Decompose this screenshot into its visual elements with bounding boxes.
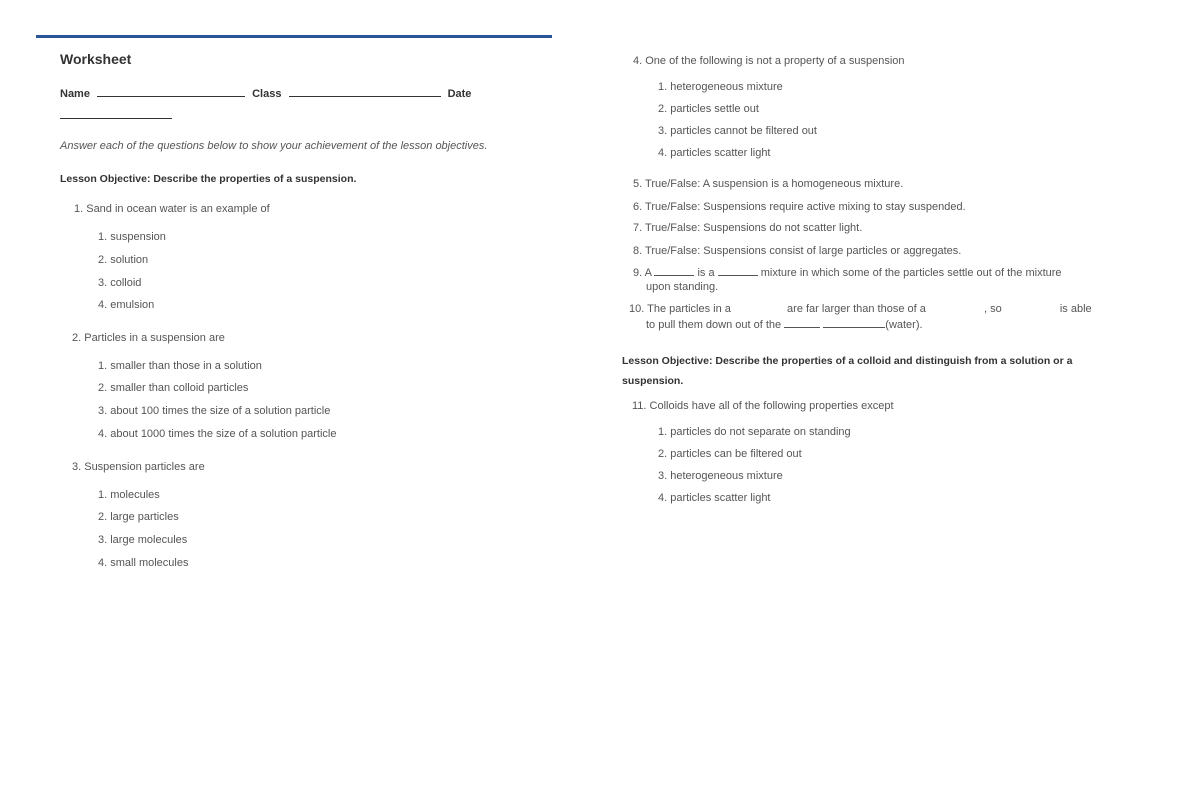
question-1: 1. Sand in ocean water is an example of [74,203,270,215]
question-3-option: 1. molecules [98,489,160,501]
instructions: Answer each of the questions below to show your achievement of the lesson objectives. [60,140,488,152]
question-3-option: 4. small molecules [98,557,189,569]
question-11: 11. Colloids have all of the following properties except [632,400,894,412]
lesson-objective-2: Lesson Objective: Describe the properties of a colloid and distinguish from a solution or a suspension. [622,355,1073,387]
question-10-text: are far larger than those of a [787,303,926,315]
question-4: 4. One of the following is not a property of a suspension [633,55,905,67]
question-10-text: to pull them down out of the [646,319,782,331]
question-10-text: , so [983,303,1002,315]
question-11-option: 4. particles scatter light [658,492,771,504]
question-9-continued: upon standing. [646,281,719,293]
question-10-text: is able [1059,303,1092,315]
answer-blank [823,318,885,328]
question-7: 7. True/False: Suspensions do not scatter light. [633,222,863,234]
question-1-option: 2. solution [98,254,149,266]
question-6: 6. True/False: Suspensions require active mixing to stay suspended. [633,201,966,213]
student-info-line [60,87,471,100]
question-3-option: 2. large particles [98,511,179,523]
question-11-option: 3. heterogeneous mixture [658,470,783,482]
question-1-option: 4. emulsion [98,299,155,311]
question-1-option: 1. suspension [98,231,166,243]
question-10 [629,303,1092,315]
question-9-text: mixture in which some of the particles settle out of the mixture [760,267,1062,279]
question-4-option: 1. heterogeneous mixture [658,81,783,93]
name-label: Name [60,88,90,100]
question-4-option: 2. particles settle out [658,103,759,115]
question-2: 2. Particles in a suspension are [72,332,225,344]
question-10-text: (water). [885,319,923,331]
question-9 [633,266,1062,279]
question-1-option: 3. colloid [98,277,142,289]
class-label: Class [252,88,282,100]
question-4-option: 3. particles cannot be filtered out [658,125,817,137]
question-2-option: 4. about 1000 times the size of a solution particle [98,428,337,440]
question-10-text: 10. The particles in a [629,303,731,315]
date-blank [60,109,172,119]
answer-blank [784,318,820,328]
header-rule [36,35,552,38]
question-4-option: 4. particles scatter light [658,147,771,159]
question-11-option: 1. particles do not separate on standing [658,426,851,438]
question-5: 5. True/False: A suspension is a homogeneous mixture. [633,178,904,190]
class-blank [289,87,441,97]
question-11-option: 2. particles can be filtered out [658,448,802,460]
question-2-option: 2. smaller than colloid particles [98,382,249,394]
answer-blank [654,266,694,276]
question-9-text: is a [697,267,715,279]
worksheet-title: Worksheet [60,51,132,67]
question-3: 3. Suspension particles are [72,461,205,473]
question-2-option: 3. about 100 times the size of a solution particle [98,405,331,417]
question-9-text: 9. A [633,267,652,279]
question-3-option: 3. large molecules [98,534,188,546]
question-2-option: 1. smaller than those in a solution [98,360,262,372]
date-label: Date [447,88,472,100]
lesson-objective-1: Lesson Objective: Describe the properties of a suspension. [60,173,357,185]
name-blank [97,87,245,97]
answer-blank [718,266,758,276]
question-10-continued [646,318,923,331]
question-8: 8. True/False: Suspensions consist of large particles or aggregates. [633,245,962,257]
